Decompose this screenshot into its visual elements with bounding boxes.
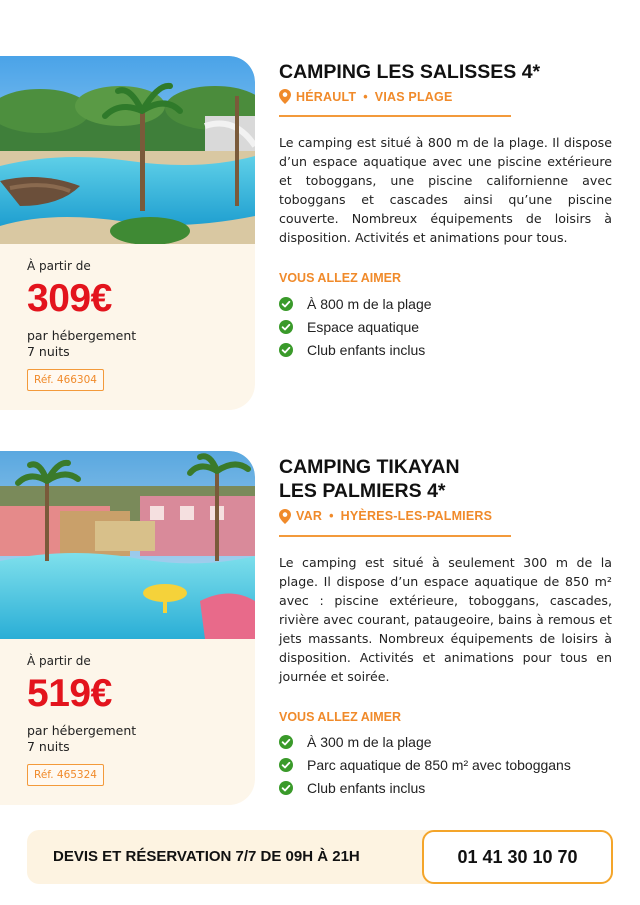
offer-title xyxy=(279,455,612,504)
offer-description: Le camping est situé à 800 m de la plage. Il dispose d’un espace aquatique avec une piscine extérieure et toboggans, une piscine californienne avec toboggans et cascades ainsi qu’une piscine couverte. Nombreux équipements de loisirs à disposition. Activités et animations pour tous. xyxy=(279,135,612,246)
offer-card-2 xyxy=(0,451,255,805)
price-conditions xyxy=(27,723,255,754)
per-accommodation-label: par hébergement xyxy=(27,328,137,343)
location-town: HYÈRES-LES-PALMIERS xyxy=(340,509,493,524)
pool-illustration xyxy=(0,56,255,244)
reference-badge: Réf. 465324 xyxy=(27,764,104,786)
check-circle-icon xyxy=(279,781,293,795)
booking-hours-label: DEVIS ET RÉSERVATION 7/7 DE 09H À 21H xyxy=(53,848,360,865)
per-accommodation-label: par hébergement xyxy=(27,723,137,738)
offer-info-2 xyxy=(279,455,612,800)
check-circle-icon xyxy=(279,320,293,334)
location-pin-icon xyxy=(279,89,291,104)
phone-number-button[interactable]: 01 41 30 10 70 xyxy=(422,830,613,884)
title-divider xyxy=(279,535,511,537)
highlight-text: Parc aquatique de 850 m² avec toboggans xyxy=(307,757,571,774)
offer-title-line-1: CAMPING LES SALISSES 4* xyxy=(279,61,541,83)
nights-label: 7 nuits xyxy=(27,738,70,754)
highlights-list xyxy=(279,292,612,361)
waterpark-illustration xyxy=(0,451,255,639)
check-circle-icon xyxy=(279,735,293,749)
location-separator: • xyxy=(363,89,368,104)
highlight-item xyxy=(279,292,612,315)
reference-badge: Réf. 466304 xyxy=(27,369,104,391)
price-from-label: À partir de xyxy=(27,259,91,273)
offer-info-1 xyxy=(279,60,612,361)
check-circle-icon xyxy=(279,758,293,772)
highlight-text: Club enfants inclus xyxy=(307,780,426,797)
offer-card-1 xyxy=(0,56,255,410)
highlights-list xyxy=(279,731,612,800)
highlight-item xyxy=(279,754,612,777)
booking-footer xyxy=(27,830,613,884)
offer-title xyxy=(279,60,612,84)
location-pin-icon xyxy=(279,509,291,524)
price-from-label: À partir de xyxy=(27,654,91,668)
check-circle-icon xyxy=(279,343,293,357)
offer-title-line-2: LES PALMIERS 4* xyxy=(279,480,446,503)
location-region: HÉRAULT xyxy=(296,89,357,104)
highlight-text: Club enfants inclus xyxy=(307,341,426,358)
check-circle-icon xyxy=(279,297,293,311)
nights-label: 7 nuits xyxy=(27,343,70,359)
highlight-item xyxy=(279,777,612,800)
highlight-item xyxy=(279,315,612,338)
offer-location xyxy=(279,509,612,524)
price-conditions xyxy=(27,328,255,359)
pool-photo-icon xyxy=(0,56,255,244)
location-region: VAR xyxy=(296,509,323,524)
highlights-heading: VOUS ALLEZ AIMER xyxy=(279,271,401,286)
price-value: 519€ xyxy=(27,672,112,715)
highlight-item xyxy=(279,731,612,754)
highlight-text: À 800 m de la plage xyxy=(307,295,432,312)
price-value: 309€ xyxy=(27,277,112,320)
offer-title-line-1: CAMPING TIKAYAN xyxy=(279,456,460,478)
highlight-text: À 300 m de la plage xyxy=(307,734,432,751)
waterpark-photo-icon xyxy=(0,451,255,639)
offer-location xyxy=(279,89,612,104)
location-town: VIAS PLAGE xyxy=(374,89,453,104)
location-separator: • xyxy=(329,509,334,524)
offer-description: Le camping est situé à seulement 300 m de la plage. Il dispose d’un espace aquatique de 850 m² avec : piscine extérieure, toboggans, cascades, rivière avec courant, pataugeoire, bains à remous et jets massants. Nombreux équipements de loisirs à disposition. Activités et animations pour tous en journée et soirée. xyxy=(279,554,612,684)
highlights-heading: VOUS ALLEZ AIMER xyxy=(279,709,401,724)
title-divider xyxy=(279,115,511,117)
highlight-text: Espace aquatique xyxy=(307,318,420,335)
highlight-item xyxy=(279,338,612,361)
